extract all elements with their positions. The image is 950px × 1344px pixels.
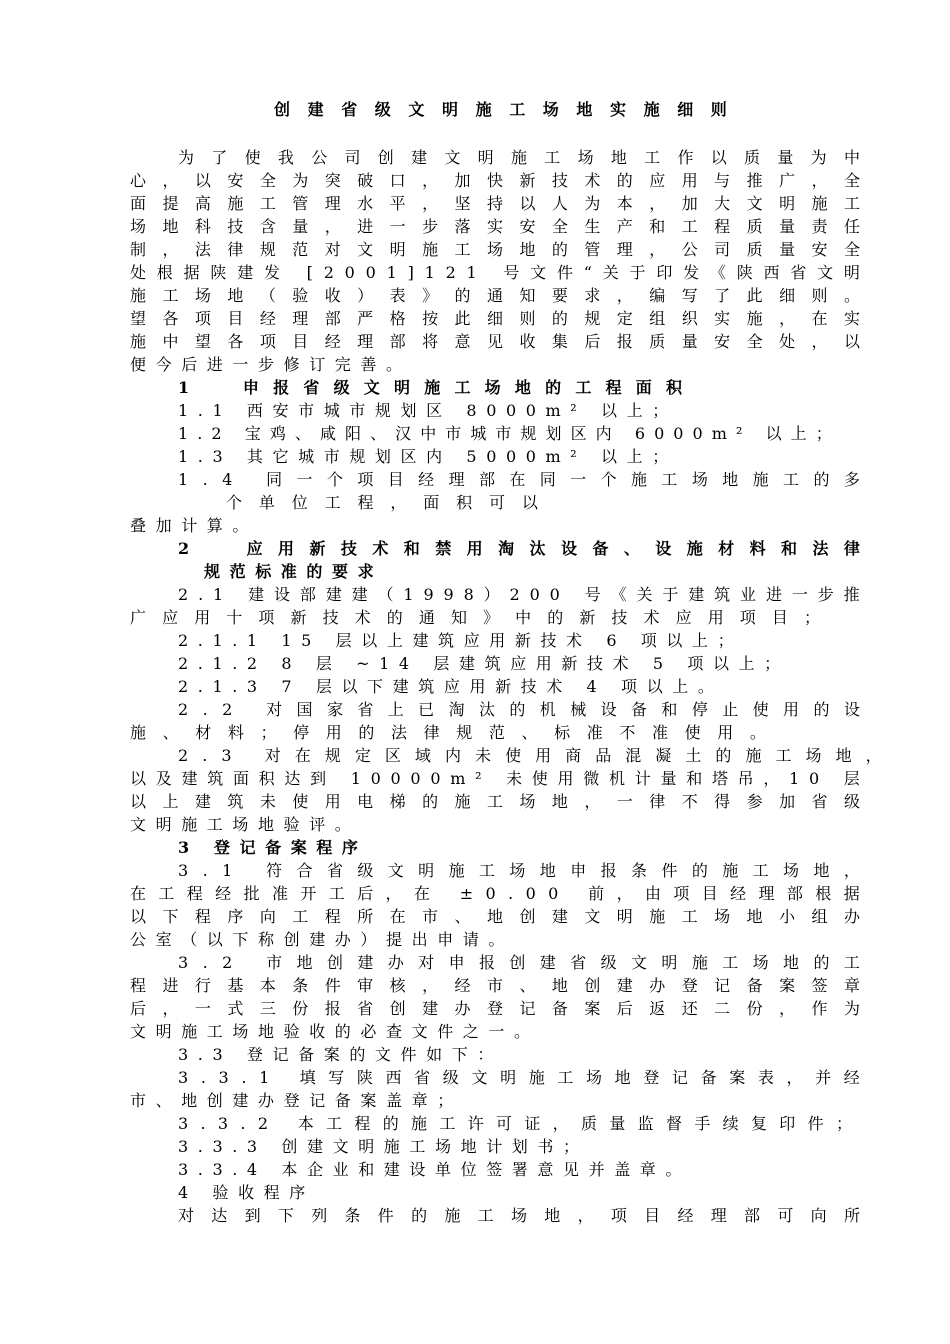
list-item: 2.1.2 8 层 ~14 层建筑应用新技术 5 项以上； — [178, 654, 790, 673]
paragraph-line: 望 各 项 目 经 理 部 严 格 按 此 细 则 的 规 定 组 织 实 施 ， 在 实 — [130, 309, 860, 328]
list-item: 3.3 登记备案的文件如下： — [178, 1045, 503, 1064]
paragraph-line: 广 应 用 十 项 新 技 术 的 通 知 》 中 的 新 技 术 应 用 项 目 ； — [130, 608, 820, 627]
paragraph-line: 心 ， 以 安 全 为 突 破 口 ， 加 快 新 技 术 的 应 用 与 推 广 ， 全 — [130, 171, 860, 190]
section-heading: 1 申 报 省 级 文 明 施 工 场 地 的 工 程 面 积 — [178, 378, 682, 397]
list-item: 3 . 2 市 地 创 建 办 对 申 报 创 建 省 级 文 明 施 工 场 地 的 工 — [178, 953, 860, 972]
list-item: 3.3.3 创建文明施工场地计划书； — [178, 1137, 589, 1156]
paragraph-line: 后 ， 一 式 三 份 报 省 创 建 办 登 记 备 案 后 返 还 二 份 ， 作 为 — [130, 999, 860, 1018]
paragraph-line: 施 中 望 各 项 目 经 理 部 将 意 见 收 集 后 报 质 量 安 全 处 ， 以 — [130, 332, 860, 351]
paragraph-line: 程 进 行 基 本 条 件 审 核 ， 经 市 、 地 创 建 办 登 记 备 案 签 章 — [130, 976, 860, 995]
section-heading: 2 应 用 新 技 术 和 禁 用 淘 汰 设 备 、 设 施 材 料 和 法 律 — [178, 539, 860, 558]
paragraph-line: 便今后进一步修订完善。 — [130, 355, 412, 374]
paragraph-line: 制 ， 法 律 规 范 对 文 明 施 工 场 地 的 管 理 ， 公 司 质 量 安 全 — [130, 240, 860, 259]
list-item: 3 . 1 符 合 省 级 文 明 施 工 场 地 申 报 条 件 的 施 工 场 地 ， — [178, 861, 860, 880]
paragraph-line: 文明施工场地验收的必查文件之一。 — [130, 1022, 540, 1041]
paragraph-line: 面 提 高 施 工 管 理 水 平 ， 坚 持 以 人 为 本 ， 加 大 文 明 施 工 — [130, 194, 860, 213]
paragraph-line: 在 工 程 经 批 准 开 工 后 ， 在 ± 0 . 0 0 前 ， 由 项 目 经 理 部 根 据 — [130, 884, 860, 903]
list-item: 1 . 2 宝 鸡 、 咸 阳 、 汉 中 市 城 市 规 划 区 内 6 0 0 0 m ² 以 上 ； — [178, 424, 832, 443]
list-item: 2.1.1 15 层以上建筑应用新技术 6 项以上； — [178, 631, 744, 650]
list-item: 1.3 其它城市规划区内 5000m² 以上； — [178, 447, 678, 466]
paragraph-line: 公室（以下称创建办）提出申请。 — [130, 930, 515, 949]
section-heading: 4 验收程序 — [178, 1183, 315, 1202]
paragraph-line: 施 工 场 地 （ 验 收 ） 表 》 的 通 知 要 求 ， 编 写 了 此 细 则 。 — [130, 286, 860, 305]
paragraph-line: 以 下 程 序 向 工 程 所 在 市 、 地 创 建 文 明 施 工 场 地 小 组 办 — [130, 907, 860, 926]
list-item: 1.1 西安市城市规划区 8000m² 以上； — [178, 401, 678, 420]
list-item: 3 . 3 . 2 本 工 程 的 施 工 许 可 证 ， 质 量 监 督 手 续 复 印 件 ； — [178, 1114, 852, 1133]
section-heading: 规范标准的要求 — [204, 562, 384, 581]
list-item: 2 . 2 对 国 家 省 上 已 淘 汰 的 机 械 设 备 和 停 止 使 用 的 设 — [178, 700, 860, 719]
list-item: 2.1.3 7 层以下建筑应用新技术 4 项以上。 — [178, 677, 724, 696]
paragraph-line: 施 、 材 料 ； 停 用 的 法 律 规 范 、 标 准 不 准 使 用 。 — [130, 723, 766, 742]
paragraph-line: 场 地 科 技 含 量 ， 进 一 步 落 实 安 全 生 产 和 工 程 质 量 责 任 — [130, 217, 860, 236]
list-item: 个 单 位 工 程 ， 面 积 可 以 — [226, 493, 538, 512]
paragraph-line: 市、地创建办登记备案盖章； — [130, 1091, 463, 1110]
paragraph-line: 以 上 建 筑 未 使 用 电 梯 的 施 工 场 地 ， 一 律 不 得 参 加 省 级 — [130, 792, 860, 811]
paragraph-line: 文明施工场地验评。 — [130, 815, 361, 834]
document-title: 创建省级文明施工场地实施细则 — [274, 100, 745, 119]
list-item: 3.3.4 本企业和建设单位签署意见并盖章。 — [178, 1160, 691, 1179]
list-item: 1 . 4 同 一 个 项 目 经 理 部 在 同 一 个 施 工 场 地 施 工 的 多 — [178, 470, 860, 489]
list-item: 2 . 3 对 在 规 定 区 域 内 未 使 用 商 品 混 凝 土 的 施 工 场 地 ， — [178, 746, 882, 765]
paragraph-line: 叠加计算。 — [130, 516, 259, 535]
list-item: 2 . 1 建 设 部 建 建 （ 1 9 9 8 ） 2 0 0 号 《 关 于 建 筑 业 进 一 步 推 — [178, 585, 860, 604]
list-item: 3 . 3 . 1 填 写 陕 西 省 级 文 明 施 工 场 地 登 记 备 案 表 ， 并 经 — [178, 1068, 860, 1087]
section-heading: 3 登记备案程序 — [178, 838, 368, 857]
paragraph-line: 对 达 到 下 列 条 件 的 施 工 场 地 ， 项 目 经 理 部 可 向 所 — [178, 1206, 860, 1225]
paragraph-line: 以 及 建 筑 面 积 达 到 1 0 0 0 0 m ² 未 使 用 微 机 计 量 和 塔 吊 ， 1 0 层 — [130, 769, 860, 788]
paragraph-line: 为 了 使 我 公 司 创 建 文 明 施 工 场 地 工 作 以 质 量 为 中 — [178, 148, 860, 167]
paragraph-line: 处 根 据 陕 建 发 [ 2 0 0 1 ] 1 2 1 号 文 件 “ 关 于 印 发 《 陕 西 省 文 明 — [130, 263, 860, 282]
